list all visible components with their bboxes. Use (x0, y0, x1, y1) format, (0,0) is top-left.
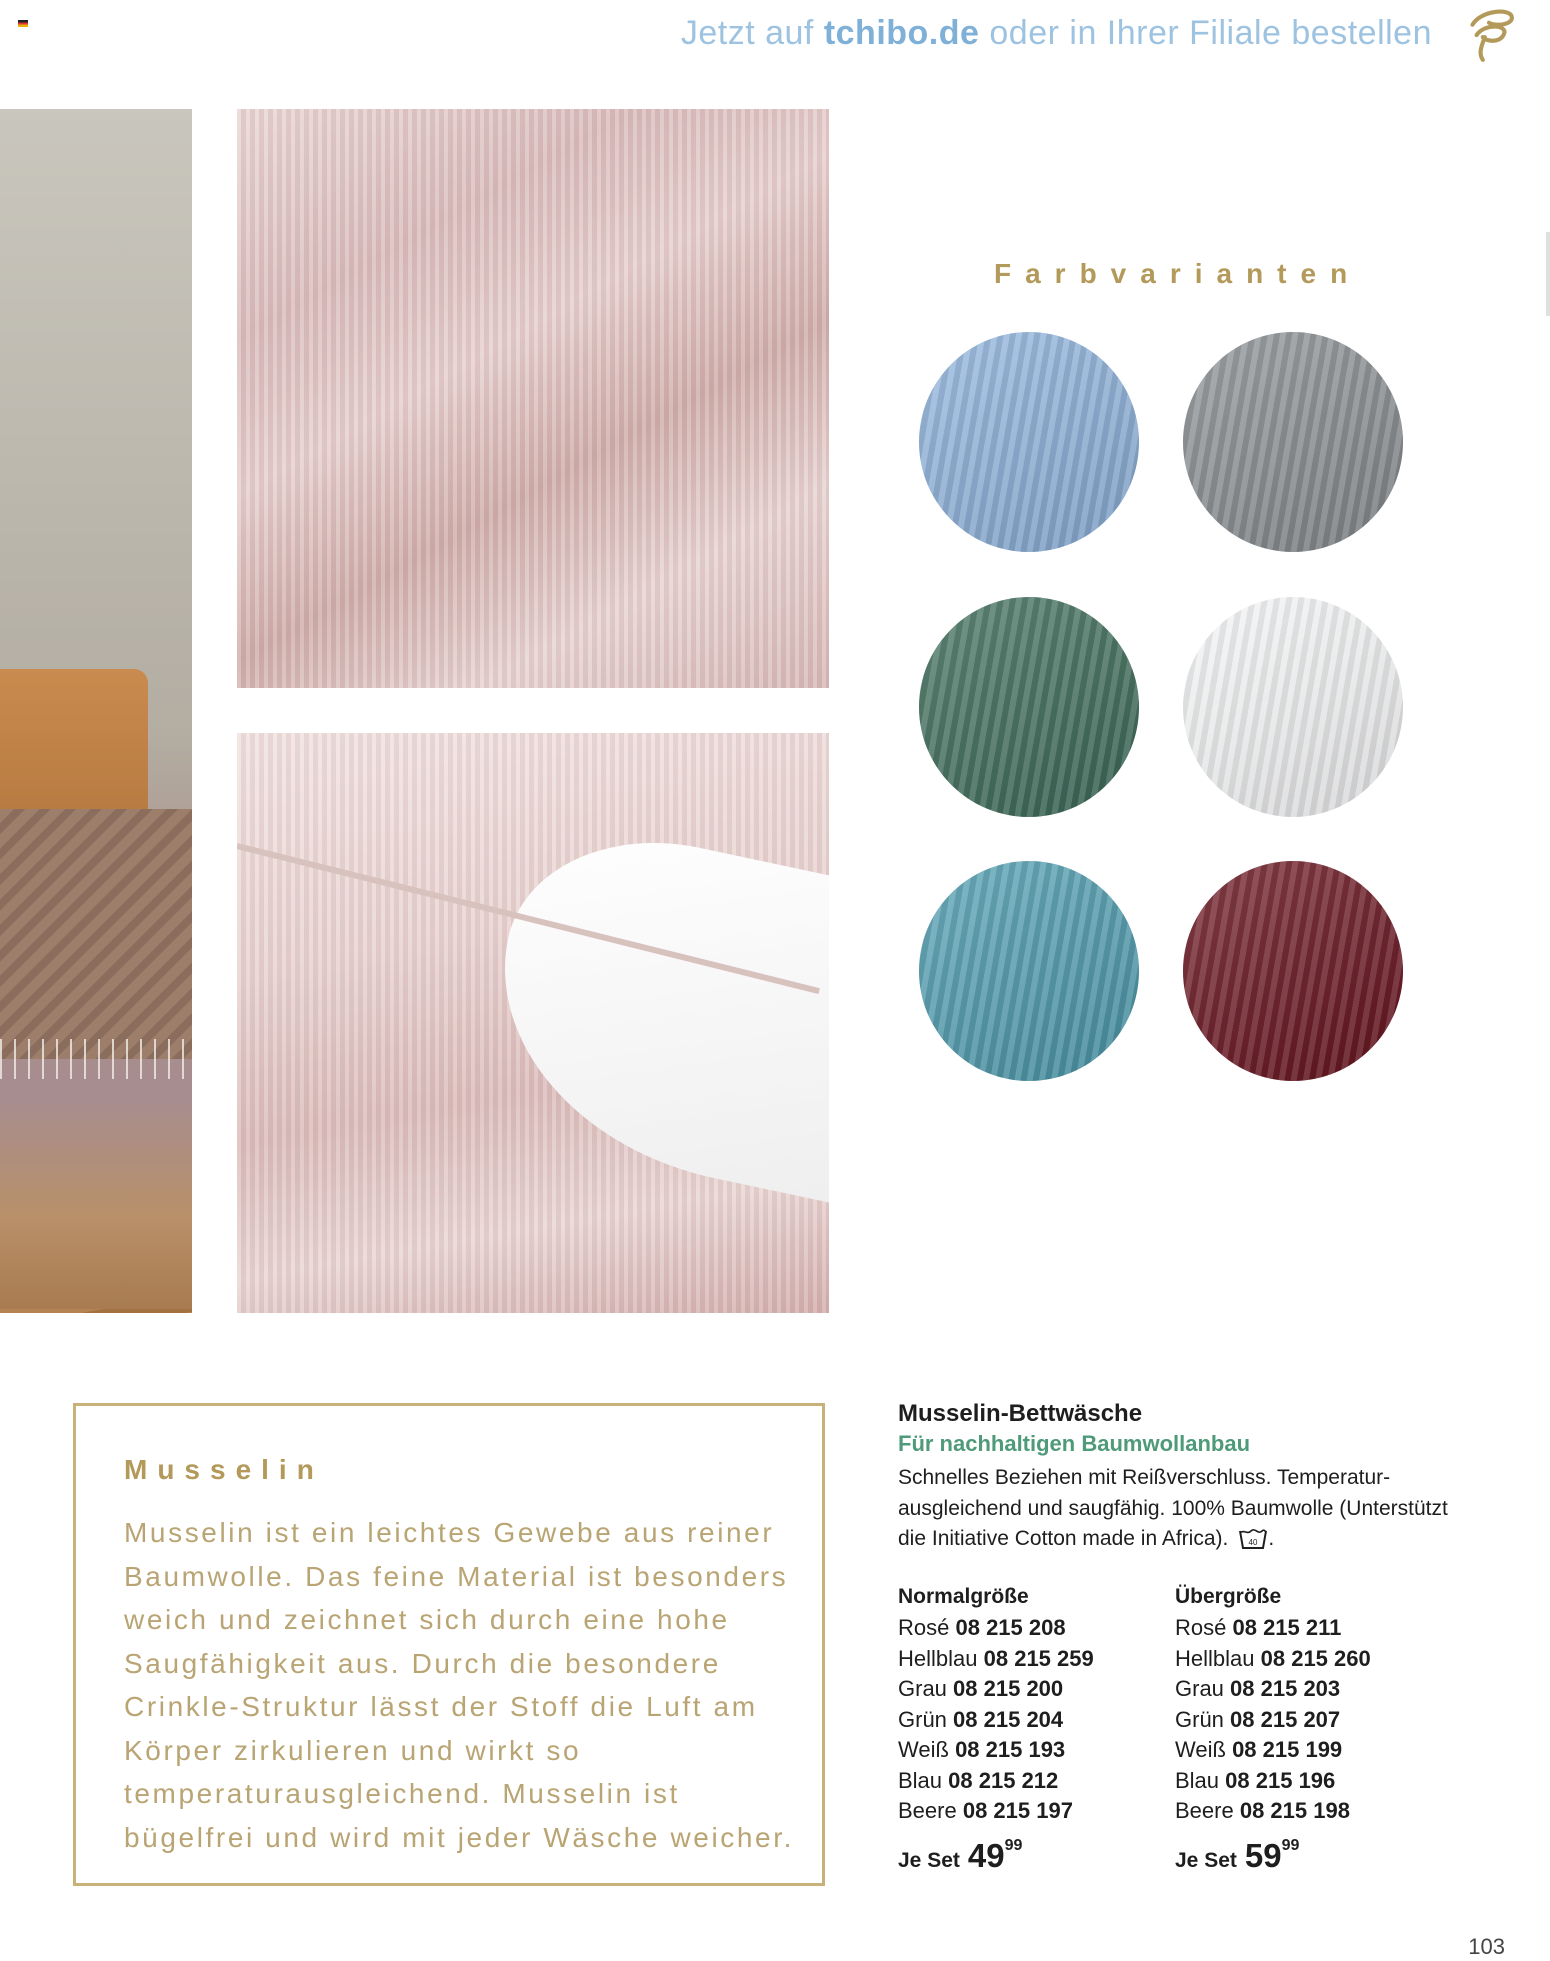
article-number: 08 215 196 (1225, 1767, 1336, 1793)
article-number: 08 215 207 (1230, 1706, 1341, 1732)
swatch-berry (1183, 861, 1403, 1081)
info-text: Musselin ist ein leichtes Gewebe aus reiner Baumwolle. Das feine Material ist besonders weich und zeichnet sich durch eine hohe Saugfähigkeit aus. Durch die besondere Crinkle-Struktur lässt der Stoff die Luft am Körper zirkulieren und wirkt so temperaturausgleichend. Musselin ist bügelfrei und wird mit jeder Wäsche weicher. (124, 1517, 794, 1853)
price-cents: 99 (1004, 1836, 1023, 1854)
swatch-white (1183, 597, 1403, 817)
article-number: 08 215 197 (962, 1798, 1073, 1823)
article-color: Grün (1175, 1706, 1224, 1732)
swatch-green (919, 597, 1139, 817)
article-number: 08 215 204 (953, 1706, 1064, 1732)
language-flag-icon (18, 20, 28, 27)
price-label: Je Set (1175, 1848, 1237, 1872)
article-row (898, 1766, 1158, 1797)
article-row (1175, 1705, 1435, 1736)
swatch-light-blue (919, 332, 1139, 552)
article-row (898, 1613, 1158, 1644)
bedroom-photo (0, 109, 192, 1313)
article-row (898, 1735, 1158, 1766)
article-color: Rosé (898, 1615, 950, 1640)
price-cents: 99 (1281, 1836, 1300, 1854)
product-description-end: . (1268, 1527, 1275, 1550)
color-variants-heading: Farbvarianten (994, 258, 1362, 289)
article-color: Beere (898, 1798, 957, 1823)
musselin-info-box (73, 1403, 825, 1886)
article-color: Grau (1175, 1676, 1224, 1701)
article-color: Blau (898, 1767, 943, 1793)
size-column-oversize (1175, 1585, 1435, 1875)
article-color: Weiß (1175, 1737, 1226, 1762)
header-banner (681, 14, 1432, 53)
price-label: Je Set (898, 1848, 960, 1872)
article-number: 08 215 259 (983, 1645, 1094, 1671)
article-color: Beere (1175, 1798, 1234, 1823)
pillow-insert (468, 813, 829, 1213)
article-row (898, 1796, 1158, 1827)
wash-temp-label: 40 (1248, 1538, 1258, 1548)
article-row (1175, 1796, 1435, 1827)
muslin-fabric-closeup-photo (237, 109, 829, 688)
article-row (898, 1705, 1158, 1736)
article-color: Hellblau (898, 1645, 978, 1671)
article-color: Hellblau (1175, 1645, 1255, 1671)
article-color: Grau (898, 1676, 947, 1701)
article-row (898, 1674, 1158, 1705)
article-row (1175, 1613, 1435, 1644)
article-number: 08 215 199 (1232, 1737, 1343, 1762)
size-column-normal (898, 1585, 1158, 1875)
blanket-fringe (0, 1039, 192, 1079)
article-number: 08 215 193 (955, 1737, 1066, 1762)
page-number: 103 (1468, 1934, 1505, 1959)
article-color: Blau (1175, 1767, 1220, 1793)
header-site-link[interactable]: tchibo.de (823, 14, 980, 52)
article-color: Grün (898, 1706, 947, 1732)
info-title: Musselin (124, 1454, 324, 1485)
article-number: 08 215 211 (1232, 1615, 1342, 1640)
page-edge-tab (1546, 232, 1550, 316)
header-text-before: Jetzt auf (680, 14, 814, 52)
wash-40-icon (1238, 1527, 1268, 1551)
article-row (1175, 1766, 1435, 1797)
article-number: 08 215 212 (948, 1767, 1059, 1793)
headboard (0, 669, 148, 819)
product-subtitle: Für nachhaltigen Baumwollanbau (898, 1431, 1251, 1456)
article-row (1175, 1644, 1435, 1675)
size-heading: Übergröße (1175, 1585, 1282, 1608)
article-row (898, 1644, 1158, 1675)
tchibo-logo-icon (1458, 2, 1520, 64)
product-description (898, 1463, 1458, 1555)
article-color: Rosé (1175, 1615, 1227, 1640)
swatch-grey (1183, 332, 1403, 552)
throw-blanket (0, 809, 192, 1059)
article-number: 08 215 260 (1260, 1645, 1371, 1671)
article-color: Weiß (898, 1737, 949, 1762)
article-number: 08 215 198 (1239, 1798, 1350, 1823)
product-title: Musselin-Bettwäsche (898, 1400, 1143, 1427)
price (1175, 1837, 1435, 1875)
article-row (1175, 1674, 1435, 1705)
swatch-blue (919, 861, 1139, 1081)
price-main: 49 (967, 1836, 1005, 1874)
article-row (1175, 1735, 1435, 1766)
pillow-zipper-photo (237, 733, 829, 1313)
article-number: 08 215 203 (1230, 1676, 1341, 1701)
size-heading: Normalgröße (898, 1585, 1029, 1608)
header-text-after: oder in Ihrer Filiale bestellen (989, 14, 1432, 52)
price-main: 59 (1244, 1836, 1282, 1874)
price (898, 1837, 1158, 1875)
product-description-text: Schnelles Beziehen mit Reißverschluss. Temperatur-ausgleichend und saugfähig. 100% Baumwolle (Unterstützt die Initiative Cotton made in Africa). (898, 1466, 1448, 1550)
wooden-floor (0, 1309, 192, 1313)
article-number: 08 215 208 (955, 1615, 1066, 1640)
article-number: 08 215 200 (953, 1676, 1064, 1701)
